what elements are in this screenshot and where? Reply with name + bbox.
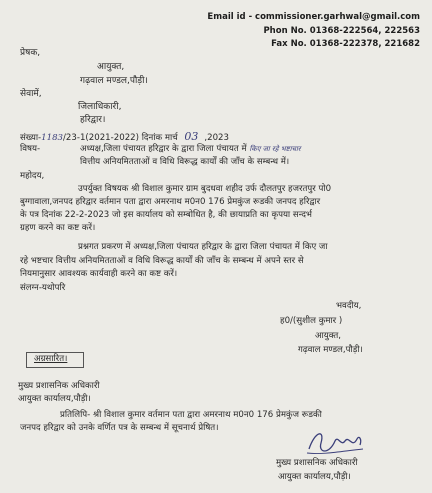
signature1-name: ह0/(सुशील कुमार )	[280, 316, 343, 326]
subject-label: विषय-	[20, 144, 41, 154]
para1-line2: बुग्गावाला,जनपद हरिद्वार वर्तमान पता द्वारा अमरनाथ म0न0 176 प्रेमकुंज रूडकी जनपद हरिद्वार	[20, 197, 321, 207]
para1-line1: उपर्युक्त विषयक श्री विशाल कुमार ग्राम बुदधवा शहीद उर्फ दौलतपुर हजरतपुर पो0	[78, 184, 332, 194]
recipient-name: जिलाधिकारी,	[78, 102, 122, 112]
signature1-designation: आयुक्त,	[315, 331, 342, 341]
para2-line1: प्रश्नगत प्रकरण में अध्यक्ष,जिला पंचायत हरिद्वार के द्वारा जिला पंचायत में किए जा	[78, 242, 328, 252]
signature2-office: आयुक्त कार्यालय,पौड़ी।	[278, 472, 351, 482]
sender-name: आयुक्त,	[97, 62, 125, 72]
copy-line2: जनपद हरिद्वार को उनके वर्णित पत्र के सम्बन्ध में सूचनार्थ प्रेषित।	[20, 423, 219, 433]
para1-line3: के पत्र दिनांक 22-2-2023 जो इस कार्यालय को सम्बोधित है, की छायाप्रति का कृपया सन्दर्भ	[20, 210, 312, 220]
ref-date-handwritten: 03	[184, 130, 199, 143]
ref-prefix: संख्या-	[20, 133, 42, 143]
ref-year: ,2023	[204, 133, 229, 143]
subject-line2: वित्तीय अनियमितताओं व विधि विरूद्ध कार्यों की जाँच के सम्बन्ध में।	[80, 157, 290, 167]
subject-handwritten-insert: किए जा रहे भष्टाचार	[249, 145, 301, 153]
subject-line1	[80, 145, 301, 154]
forwarded-label: अग्रसारित।	[34, 354, 68, 364]
handwritten-signature	[305, 425, 365, 459]
ref-number-handwritten: 1183	[41, 133, 64, 143]
recipient-label: सेवामें,	[20, 89, 42, 99]
ref-rest: /23-1(2021-2022) दिनांक मार्च	[63, 133, 178, 143]
header-fax: Fax No. 01368-222378, 221682	[271, 39, 420, 49]
enclosure-note: संलग्न-यथोपरि	[20, 283, 66, 293]
para2-line2: रहे भष्टचार वित्तीय अनियमितताओं व विधि विरूद्ध कार्यों की जाँच के सम्बन्ध में अपने स्तर से	[20, 256, 304, 266]
para2-line3: नियमानुसार आवश्यक कार्यवाही करने का कष्ट करें।	[20, 269, 178, 279]
signature1-office: गढ़वाल मण्डल,पौड़ी।	[298, 345, 363, 355]
header-email: Email id - commissioner.garhwal@gmail.com	[207, 12, 420, 22]
subject-text-1: अध्यक्ष,जिला पंचायत हरिद्वार के द्वारा जिला पंचायत में	[80, 144, 247, 154]
signature1-closing: भवदीय,	[336, 301, 362, 311]
sender-office: गढ़वाल मण्डल,पौड़ी।	[80, 76, 148, 86]
sender-label: प्रेषक,	[20, 48, 41, 58]
para1-line4: ग्रहण करने का कष्ट करें।	[20, 223, 96, 233]
signature2-title: मुख्य प्रशासनिक अधिकारी	[276, 458, 358, 468]
salutation: महोदय,	[20, 171, 45, 181]
office-block-office: आयुक्त कार्यालय,पौड़ी।	[18, 394, 91, 404]
reference-line	[20, 131, 229, 143]
office-block-title: मुख्य प्रशासनिक अधिकारी	[18, 381, 100, 391]
recipient-place: हरिद्वार।	[80, 115, 106, 125]
copy-line1: प्रतिलिपि- श्री विशाल कुमार वर्तमान पता द्वारा अमरनाथ म0न0 176 प्रेमकुंज रूडकी	[60, 410, 322, 420]
header-phone: Phon No. 01368-222564, 222563	[263, 26, 420, 36]
